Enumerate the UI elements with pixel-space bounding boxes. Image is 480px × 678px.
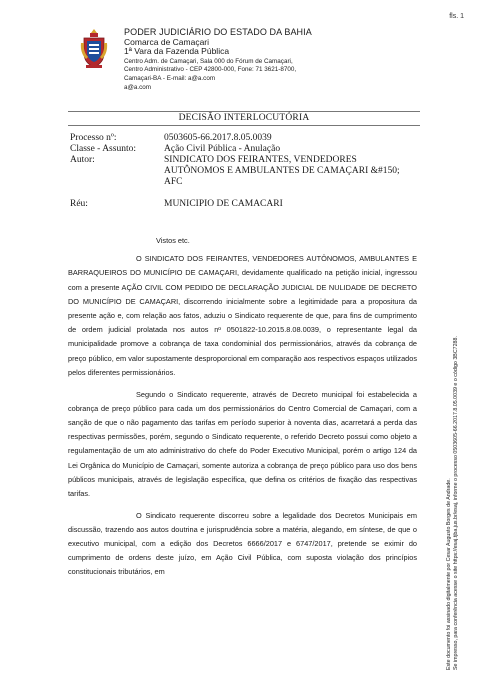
class-label: Classe - Assunto: xyxy=(70,144,136,154)
signature-note-line-2: Se impresso, para conferência acesse o site https://esaj.tjba.jus.br/esaj, informe o processo 0503605-66.2017.8.05.0039 e o código 3BC7288. xyxy=(453,336,459,670)
author-value: SINDICATO DOS FEIRANTES, VENDEDORES AUTÔNOMOS E AMBULANTES DE CAMAÇARI &#150; AFC xyxy=(164,155,400,187)
court-address-line-4: a@a.com xyxy=(124,84,152,92)
class-value: Ação Civil Pública - Anulação xyxy=(164,144,281,154)
case-info xyxy=(70,133,430,210)
process-label: Processo nº: xyxy=(70,133,117,143)
court-address-line-2: Centro Administrativo - CEP 42800-000, Fone: 71 3621-8700, xyxy=(124,66,297,74)
body-paragraph-3: O Sindicato requerente discorreu sobre a legalidade dos Decretos Municipais em discussão, trazendo aos autos doutrina e jurisprudência sobre a matéria, alegando, em síntese, de que o executivo municipal, com a edição dos Decretos 6666/2017 e 6747/2017, pretende se eximir do cumprimento de ordens deste juízo, em Ação Civil Pública, com suposta violação dos princípios constitucionais tributários, em xyxy=(68,510,417,577)
process-row xyxy=(70,133,430,144)
state-coat-of-arms-icon xyxy=(80,29,108,69)
author-label: Autor: xyxy=(70,155,95,165)
class-row xyxy=(70,144,430,155)
body-paragraph-2: Segundo o Sindicato requerente, através de Decreto municipal foi estabelecida a cobrança de preço público para cada um dos permissionários do Centro Comercial de Camaçari, com a sanção de que o não pagamento das tarifas em período superior à noventa dias, acarretará a perda das respectivas permissões, porém, segundo o Sindicato requerente, o referido Decreto possui como objeto a regulamentação de um ato administrativo do chefe do Poder Executivo Municipal, porém o artigo 124 da Lei Orgânica do Município de Camaçari, somente autoriza a cobrança de preço público para uso dos bens públicos municipais, através de legislação específica, que defina os critérios de fixação das respectivas tarifas. xyxy=(68,389,417,498)
defendant-label: Réu: xyxy=(70,199,88,209)
defendant-value: MUNICIPIO DE CAMACARI xyxy=(164,199,283,209)
court-name: PODER JUDICIÁRIO DO ESTADO DA BAHIA xyxy=(124,27,312,37)
process-number: 0503605-66.2017.8.05.0039 xyxy=(164,133,272,143)
page-number: fls. 1 xyxy=(449,13,464,20)
author-row xyxy=(70,155,430,188)
document-title: DECISÃO INTERLOCUTÓRIA xyxy=(68,111,420,126)
court-address-line-3: Camaçari-BA - E-mail: a@a.com xyxy=(124,75,216,83)
signature-note-line-1: Este documento foi assinado digitalmente por Cesar Augusto Borges de Andrade. xyxy=(446,478,452,670)
court-address-line-1: Centro Adm. de Camaçari, Sala 000 do Fórum de Camaçari, xyxy=(124,57,293,65)
district-name: Comarca de Camaçari xyxy=(124,36,210,47)
body-paragraph-1: O SINDICATO DOS FEIRANTES, VENDEDORES AUTÔNOMOS, AMBULANTES E BARRAQUEIROS DO MUNICÍPIO DE CAMAÇARI, devidamente qualificado na petição inicial, ingressou com a presente AÇÃO CIVIL COM PEDIDO DE DECLARAÇÃO JUDICIAL DE NULIDADE DE DECRETO DO MUNICÍPIO DE CAMAÇARI, discorrendo inicialmente sobre a legitimidade para a propositura da presente ação e, com relação aos fatos, aduziu o Sindicato requerente de que, para fins de cumprimento de ordem judicial prolatada nos autos nº 0501822-10.2015.8.08.0039, o representante legal da municipalidade promove a cobrança de taxa condominial dos permissionários, através da cobrança de preço público, em valor supostamente desproporcional em comparação aos respectivos espaços utilizados pelos diferentes permissionários. xyxy=(68,254,417,377)
decision-body xyxy=(68,234,417,587)
salutation: Vistos etc. xyxy=(156,236,190,245)
digital-signature-note xyxy=(446,208,476,670)
defendant-row xyxy=(70,199,430,210)
court-division: 1ª Vara da Fazenda Pública xyxy=(124,46,230,57)
court-header xyxy=(124,28,424,92)
